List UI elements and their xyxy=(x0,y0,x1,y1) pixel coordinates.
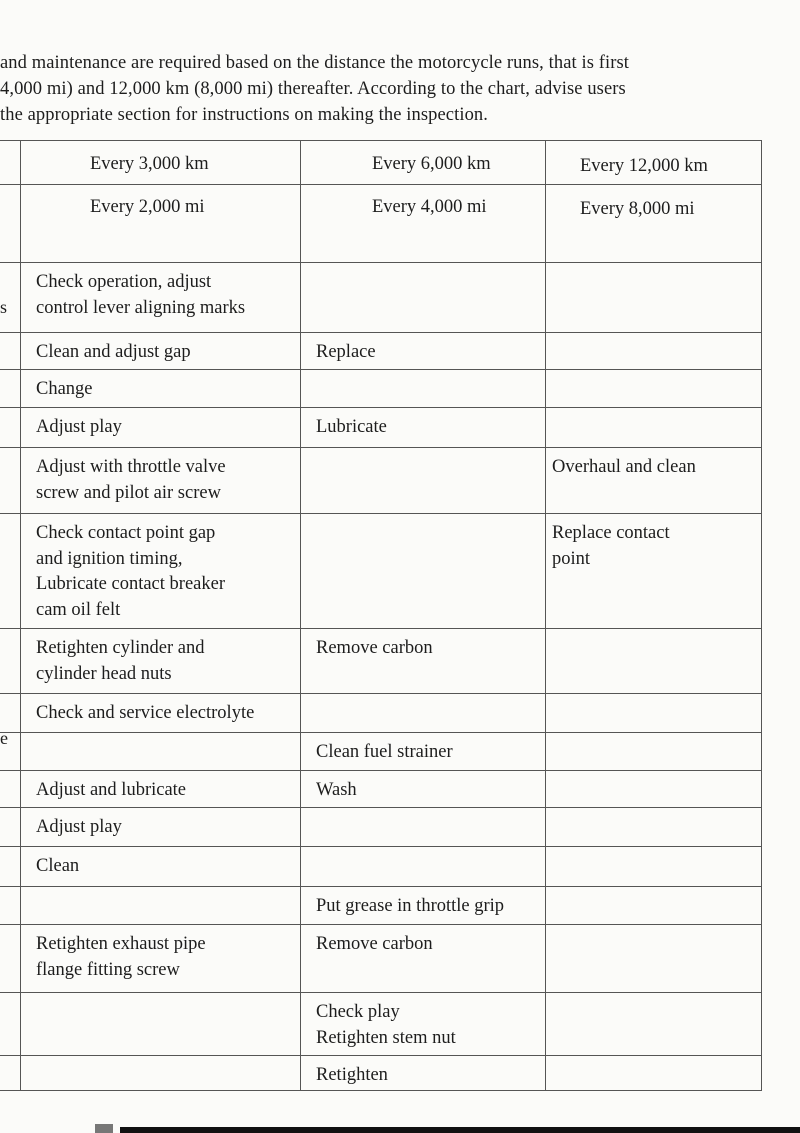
row-border xyxy=(0,693,762,694)
table-cell-line: Adjust with throttle valve xyxy=(36,457,226,477)
table-cell-line: Wash xyxy=(316,780,357,800)
table-cell-line: Retighten exhaust pipe xyxy=(36,934,206,954)
row-border xyxy=(0,447,762,448)
table-cell-line: Retighten cylinder and xyxy=(36,638,205,658)
table-cell-line: Change xyxy=(36,379,93,399)
row-border xyxy=(0,628,762,629)
row-border xyxy=(0,407,762,408)
intro-line-2: 4,000 mi) and 12,000 km (8,000 mi) thereafter. According to the chart, advise users xyxy=(0,79,626,99)
row-border xyxy=(0,332,762,333)
table-cell-line: Adjust play xyxy=(36,817,122,837)
table-cell-line: Remove carbon xyxy=(316,934,433,954)
column-border xyxy=(20,140,21,1090)
header-col2-mi: Every 4,000 mi xyxy=(372,197,487,217)
row-border xyxy=(0,770,762,771)
row-stub-fragment: s xyxy=(0,297,8,317)
table-top-border xyxy=(0,140,762,141)
intro-line-3: the appropriate section for instructions on making the inspection. xyxy=(0,105,488,125)
column-border xyxy=(300,140,301,1090)
header-col3-mi: Every 8,000 mi xyxy=(580,199,695,219)
table-cell-line: Clean fuel strainer xyxy=(316,742,453,762)
row-border xyxy=(0,1055,762,1056)
table-cell-line: flange fitting screw xyxy=(36,959,180,980)
header-col3-km: Every 12,000 km xyxy=(580,156,708,176)
row-border xyxy=(0,846,762,847)
table-cell-line: Adjust play xyxy=(36,417,122,437)
table-cell-line: Lubricate contact breaker xyxy=(36,574,225,594)
table-cell-line: point xyxy=(552,548,591,569)
table-cell-line: cam oil felt xyxy=(36,599,121,620)
table-cell-line: Remove carbon xyxy=(316,638,433,658)
row-stub-fragment: e xyxy=(0,728,8,748)
row-border xyxy=(0,924,762,925)
table-cell-line: Replace xyxy=(316,342,376,362)
intro-line-1: and maintenance are required based on the distance the motorcycle runs, that is first xyxy=(0,53,630,73)
header-col2-km: Every 6,000 km xyxy=(372,154,491,174)
table-cell-line: Check and service electrolyte xyxy=(36,703,255,723)
table-cell-line: and ignition timing, xyxy=(36,548,183,569)
row-border xyxy=(0,262,762,263)
row-border xyxy=(0,1090,762,1091)
maintenance-schedule-table xyxy=(0,140,762,1090)
row-border xyxy=(0,369,762,370)
table-cell-line: Check operation, adjust xyxy=(36,272,212,292)
table-cell-line: Check contact point gap xyxy=(36,523,216,543)
table-cell-line: Lubricate xyxy=(316,417,387,437)
table-right-border xyxy=(761,140,762,1090)
row-border xyxy=(0,732,762,733)
table-cell-line: screw and pilot air screw xyxy=(36,482,221,503)
table-cell-line: Put grease in throttle grip xyxy=(316,896,505,916)
table-cell-line: Retighten xyxy=(316,1065,388,1085)
table-cell-line: Retighten stem nut xyxy=(316,1027,456,1048)
row-border xyxy=(0,992,762,993)
intro-paragraph xyxy=(0,50,800,128)
table-cell-line: Clean xyxy=(36,856,80,876)
row-border xyxy=(0,807,762,808)
page-edge-bar xyxy=(120,1127,800,1133)
table-cell-line: cylinder head nuts xyxy=(36,663,172,684)
header-col1-km: Every 3,000 km xyxy=(90,154,209,174)
column-border xyxy=(545,140,546,1090)
table-cell-line: Overhaul and clean xyxy=(552,457,696,477)
header-col1-mi: Every 2,000 mi xyxy=(90,197,205,217)
header-separator xyxy=(0,184,762,185)
scan-mark xyxy=(95,1124,113,1133)
row-border xyxy=(0,886,762,887)
table-cell-line: control lever aligning marks xyxy=(36,297,246,318)
table-cell-line: Adjust and lubricate xyxy=(36,780,187,800)
table-cell-line: Replace contact xyxy=(552,523,670,543)
table-cell-line: Check play xyxy=(316,1002,400,1022)
row-border xyxy=(0,513,762,514)
table-cell-line: Clean and adjust gap xyxy=(36,342,191,362)
